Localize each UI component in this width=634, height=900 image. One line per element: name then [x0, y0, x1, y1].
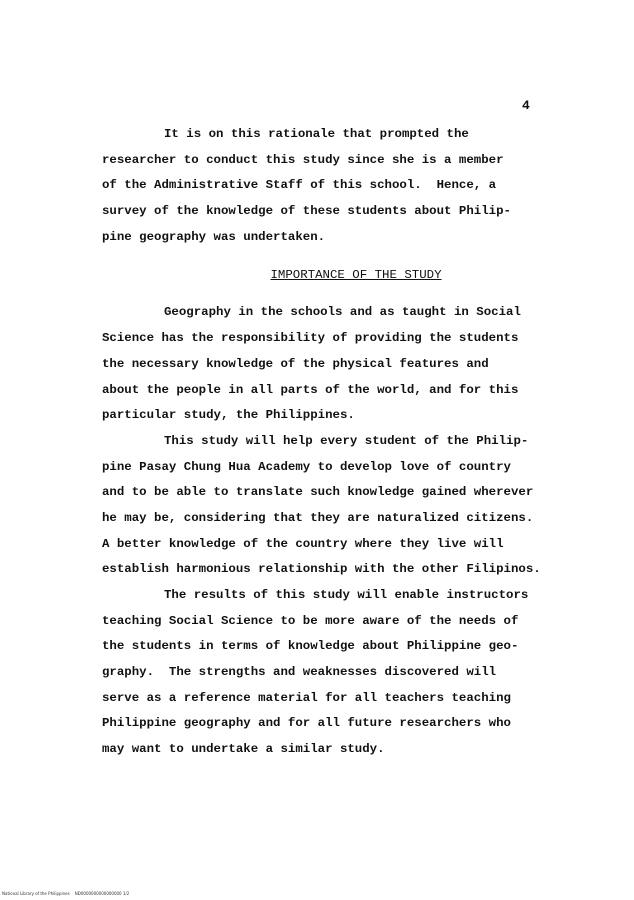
paragraph-line: pine geography was undertaken.	[102, 229, 326, 244]
paragraph-line: graphy. The strengths and weaknesses discovered will	[102, 665, 497, 680]
paragraph-line: may want to undertake a similar study.	[102, 742, 385, 757]
paragraph-line: Philippine geography and for all future researchers who	[102, 716, 511, 731]
paragraph-line: about the people in all parts of the world, and for this	[102, 382, 519, 397]
page-number: 4	[522, 98, 530, 113]
paragraph-line: particular study, the Philippines.	[102, 408, 355, 423]
paragraph-line: researcher to conduct this study since she is a member	[102, 152, 504, 167]
paragraph-line: pine Pasay Chung Hua Academy to develop love of country	[102, 459, 511, 474]
paragraph-line: A better knowledge of the country where they live will	[102, 536, 504, 551]
paragraph-line: teaching Social Science to be more aware of the needs of	[102, 613, 519, 628]
body-text	[102, 122, 572, 763]
footer-source-note: National Library of the Philippines ND0000000000000000 1/2	[2, 891, 130, 896]
paragraph-line: the students in terms of knowledge about Philippine geo-	[102, 639, 519, 654]
paragraph-line: the necessary knowledge of the physical features and	[102, 356, 489, 371]
paragraph-line: The results of this study will enable instructors	[164, 588, 529, 602]
paragraph-line: Science has the responsibility of providing the students	[102, 331, 519, 346]
paragraph-line: and to be able to translate such knowledge gained wherever	[102, 485, 534, 500]
paragraph-line: Geography in the schools and as taught in Social	[164, 305, 521, 320]
paragraph-line: serve as a reference material for all teachers teaching	[102, 690, 511, 705]
section-heading-text: IMPORTANCE OF THE STUDY	[270, 268, 442, 283]
paragraph-line: survey of the knowledge of these students about Philip-	[102, 204, 511, 219]
paragraph-line: of the Administrative Staff of this school. Hence, a	[102, 178, 497, 193]
paragraph-line: This study will help every student of the Philip-	[164, 433, 529, 448]
paragraph-line: establish harmonious relationship with the other Filipinos.	[102, 562, 541, 577]
section-heading	[102, 250, 572, 300]
paragraph-line: It is on this rationale that prompted the	[164, 127, 469, 141]
paragraph-line: he may be, considering that they are naturalized citizens.	[102, 510, 534, 525]
